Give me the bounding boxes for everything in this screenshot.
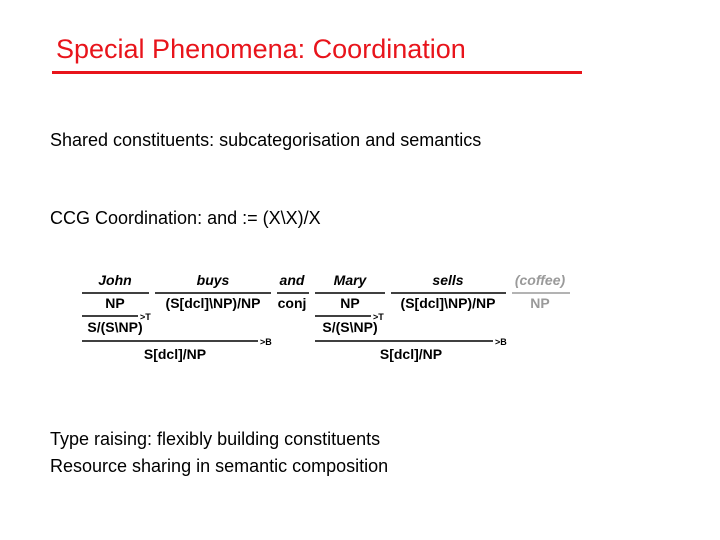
- category-np-coffee: NP: [530, 295, 550, 311]
- type-raised-category: S/(S\NP): [87, 319, 143, 335]
- rule-label-composition: >B: [260, 337, 272, 347]
- category-transitive-verb: (S[dcl]\NP)/NP: [400, 295, 496, 311]
- ccg-coordination-line: CCG Coordination: and := (X\X)/X: [50, 208, 321, 228]
- shared-constituents-line: Shared constituents: subcategorisation and semantics: [50, 130, 482, 150]
- composed-category: S[dcl]/NP: [143, 346, 207, 362]
- type-raised-category: S/(S\NP): [322, 319, 378, 335]
- resource-sharing-line-text: Resource sharing in semantic composition: [50, 456, 389, 476]
- slide-title: Special Phenomena: Coordination: [56, 34, 466, 64]
- category-conj: conj: [277, 295, 307, 311]
- category-np: NP: [105, 295, 125, 311]
- word-mary: Mary: [333, 272, 367, 288]
- word-and: and: [279, 272, 305, 288]
- word-coffee: (coffee): [514, 272, 566, 288]
- rule-label-type-raising: >T: [140, 312, 151, 322]
- rule-label-type-raising: >T: [373, 312, 384, 322]
- word-john: John: [98, 272, 132, 288]
- category-np: NP: [340, 295, 360, 311]
- category-transitive-verb: (S[dcl]\NP)/NP: [165, 295, 261, 311]
- word-buys: buys: [196, 272, 230, 288]
- type-raising-line-text: Type raising: flexibly building constituents: [50, 429, 381, 449]
- rule-label-composition: >B: [495, 337, 507, 347]
- composed-category: S[dcl]/NP: [379, 346, 443, 362]
- word-sells: sells: [432, 272, 464, 288]
